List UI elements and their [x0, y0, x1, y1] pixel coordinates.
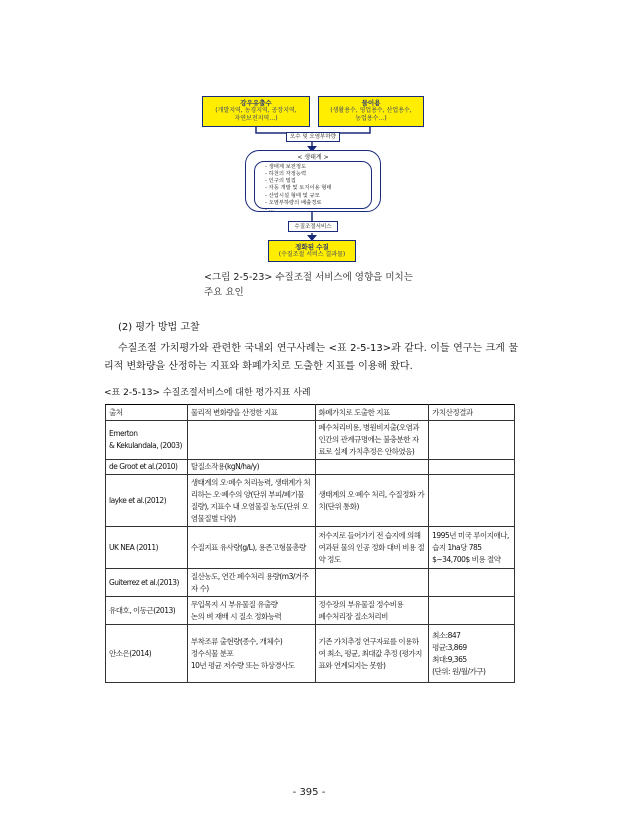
- cell-physical: 부착조류 출현량(종수, 개체수) 정수식물 분포 10년 평균 저수량 또는 하상경사도: [187, 625, 315, 683]
- ecosystem-factor: - …: [265, 206, 274, 213]
- section-heading: (2) 평가 방법 고찰: [118, 322, 200, 333]
- ecosystem-frame: [245, 150, 381, 212]
- cell-monetary: 저수지로 들어가기 전 습지에 의해 여과된 물의 인공 정화 대비 비용 절약 정도: [315, 527, 429, 569]
- table-row: [106, 460, 515, 475]
- purified-water-sub: (수질조절 서비스 결과물): [278, 251, 346, 259]
- cell-source: layke et al.(2012): [106, 475, 188, 527]
- cell-result: 최소:847 평균:3,869 최대:9,365 (단위: 원/월/가구): [429, 625, 515, 683]
- rainfall-runoff-sub: (개발지역, 농경지역, 공장지역, 자연보전지역…): [215, 107, 297, 122]
- ecosystem-factor: - 인구의 밀집: [265, 178, 296, 185]
- cell-physical: 생태계의 오·폐수 처리능력, 생태계가 처리하는 오·폐수의 양(단위 부피/폐기물 질량), 지표수 내 오염물질 농도(단위 오염물질별 다양): [187, 475, 315, 527]
- cell-source: de Groot et al.(2010): [106, 460, 188, 475]
- ecosystem-title: < 생태계 >: [297, 154, 329, 161]
- ecosystem-factor: - 오염부하량의 배출경로: [265, 199, 322, 206]
- cell-source: Emerton & Kekulandala, (2003): [106, 421, 188, 460]
- cell-result: [429, 475, 515, 527]
- ecosystem-inner-frame: [254, 161, 372, 213]
- cell-monetary: 생태계의 오·폐수 처리, 수질정화 가치(단위 통화): [315, 475, 429, 527]
- table-header-row: [106, 405, 515, 421]
- figure-caption: <그림 2-5-23> 수질조절 서비스에 영향을 미치는 주요 요인: [204, 272, 413, 298]
- ecosystem-factor-list: [265, 164, 371, 214]
- rainfall-runoff-title: 강우유출수: [240, 99, 272, 107]
- cell-source: 유대호, 이동근(2013): [106, 597, 188, 625]
- cell-monetary: 폐수처리비용, 병원비지출(오염과 인간의 관계규명에는 불충분한 자료로 실제 가치추정은 안하였음): [315, 421, 429, 460]
- table-row: [106, 597, 515, 625]
- header-monetary: 화폐가치로 도출한 지표: [315, 405, 429, 421]
- cell-source: 안소은(2014): [106, 625, 188, 683]
- page-number: - 395 -: [292, 787, 326, 798]
- water-service-label: 수질조절서비스: [288, 221, 338, 232]
- table-row: [106, 475, 515, 527]
- ecosystem-factor: - 자동 개발 및 토지이용 형태: [265, 185, 332, 192]
- water-use-sub: (생활용수, 영업용수, 산업용수, 농업용수…): [330, 107, 412, 122]
- cell-monetary: [315, 460, 429, 475]
- cell-monetary: 기존 가치추정 연구자료를 이용하여 최소, 평균, 최대값 추정 (평가지표와 연계되지는 못함): [315, 625, 429, 683]
- header-physical: 물리적 변화량을 산정한 지표: [187, 405, 315, 421]
- cell-result: [429, 569, 515, 597]
- cell-physical: 수질지표 유사량(g/L), 용존고형물총량: [187, 527, 315, 569]
- cell-monetary: [315, 569, 429, 597]
- table-row: [106, 625, 515, 683]
- purified-water-title: 정화된 수질: [295, 243, 329, 251]
- table-row: [106, 527, 515, 569]
- body-paragraph: 수질조절 가치평가와 관련한 국내외 연구사례는 <표 2-5-13>과 같다. 이들 연구는 크게 물리적 변화량을 산정하는 지표와 화폐가치로 도출한 지표를 이용해 왔다.: [104, 343, 518, 372]
- header-source: 출처: [106, 405, 188, 421]
- cell-physical: 질산농도, 연간 폐수처리 용량(m3/거주자 수): [187, 569, 315, 597]
- table-row: [106, 421, 515, 460]
- ecosystem-factor: - 생태계 보전정도: [265, 164, 307, 170]
- cell-physical: [187, 421, 315, 460]
- cell-result: [429, 421, 515, 460]
- cell-physical: 무입목지 시 부유물질 유출량 논의 벼 재배 시 질소 정화능력: [187, 597, 315, 625]
- table-caption: <표 2-5-13> 수질조절서비스에 대한 평가지표 사례: [104, 388, 311, 398]
- cell-physical: 탈질소작용(kgN/ha/y): [187, 460, 315, 475]
- cell-result: [429, 460, 515, 475]
- cell-monetary: 정수장의 부유물질 정수비용 폐수처리장 질소처리비: [315, 597, 429, 625]
- cell-source: Guiterrez et al.(2013): [106, 569, 188, 597]
- pollution-load-label: 오수 및 오염부하량: [286, 132, 340, 142]
- header-result: 가치산정결과: [429, 405, 515, 421]
- purified-water-box: [268, 240, 356, 262]
- ecosystem-factor: - 하천의 자정능력: [265, 171, 307, 178]
- ecosystem-factor: - 산업시설 형태 및 규모: [265, 192, 320, 199]
- evaluation-indicator-table: [105, 404, 515, 683]
- cell-result: 1995년 미국 루이지애나, 습지 1ha당 785 $~34,700$ 비용 절약: [429, 527, 515, 569]
- water-use-title: 물이용: [361, 99, 381, 107]
- table-row: [106, 569, 515, 597]
- cell-result: [429, 597, 515, 625]
- cell-source: UK NEA (2011): [106, 527, 188, 569]
